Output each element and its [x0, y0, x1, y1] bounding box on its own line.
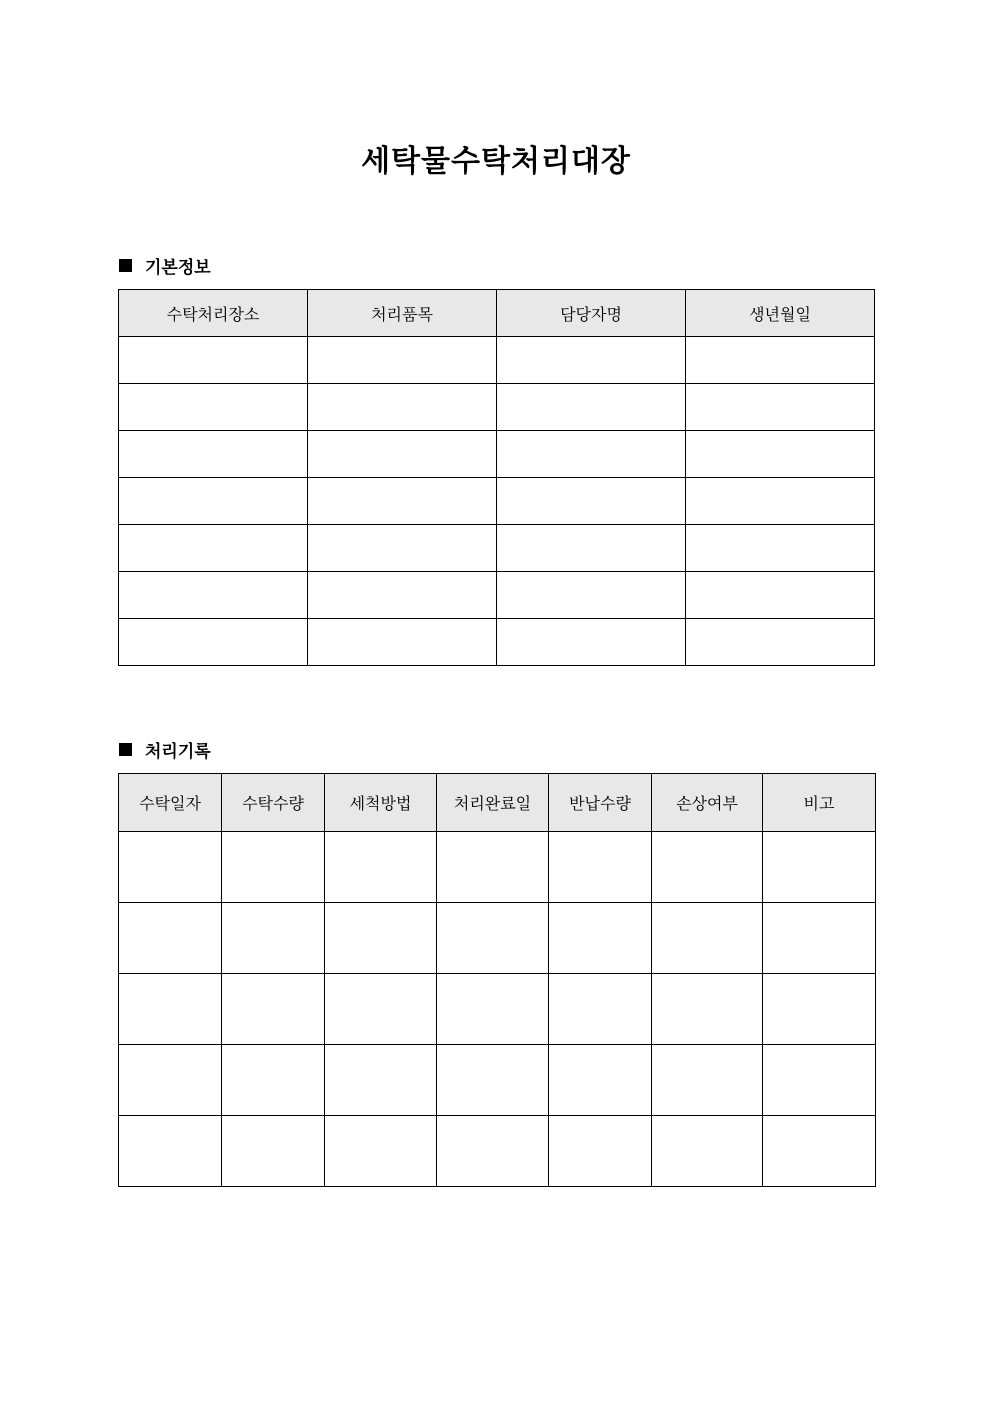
table-cell[interactable] [686, 337, 875, 384]
table-cell[interactable] [497, 478, 686, 525]
table-cell[interactable] [652, 1116, 763, 1187]
table-cell[interactable] [222, 1116, 325, 1187]
table-cell[interactable] [763, 1045, 876, 1116]
table-row [119, 974, 876, 1045]
table-cell[interactable] [119, 903, 222, 974]
section-heading-basic-info [119, 253, 211, 278]
square-bullet-icon [119, 259, 132, 272]
table-cell[interactable] [325, 832, 437, 903]
basic-info-table [118, 289, 875, 666]
table-cell[interactable] [308, 619, 497, 666]
table-row [119, 619, 875, 666]
table-cell[interactable] [497, 431, 686, 478]
table-cell[interactable] [308, 384, 497, 431]
table-row [119, 1045, 876, 1116]
table-cell[interactable] [497, 619, 686, 666]
table-cell[interactable] [119, 431, 308, 478]
table-cell[interactable] [325, 974, 437, 1045]
table-cell[interactable] [437, 832, 549, 903]
table-cell[interactable] [652, 832, 763, 903]
section-heading-label: 기본정보 [145, 258, 211, 278]
table-cell[interactable] [437, 974, 549, 1045]
column-header-wash-method: 세척방법 [325, 774, 437, 832]
table-row [119, 431, 875, 478]
table-cell[interactable] [549, 1116, 652, 1187]
table-cell[interactable] [437, 903, 549, 974]
table-cell[interactable] [308, 431, 497, 478]
column-header-damage-status: 손상여부 [652, 774, 763, 832]
table-cell[interactable] [325, 1045, 437, 1116]
table-cell[interactable] [549, 832, 652, 903]
table-cell[interactable] [437, 1116, 549, 1187]
table-cell[interactable] [763, 1116, 876, 1187]
table-cell[interactable] [119, 572, 308, 619]
table-header-row [119, 774, 876, 832]
table-cell[interactable] [119, 525, 308, 572]
table-cell[interactable] [497, 337, 686, 384]
table-cell[interactable] [119, 974, 222, 1045]
table-cell[interactable] [222, 832, 325, 903]
table-cell[interactable] [497, 525, 686, 572]
column-header-item: 처리품목 [308, 290, 497, 337]
document-title: 세탁물수탁처리대장 [361, 144, 631, 179]
processing-records-table [118, 773, 876, 1187]
table-cell[interactable] [652, 903, 763, 974]
table-cell[interactable] [119, 832, 222, 903]
table-cell[interactable] [308, 525, 497, 572]
column-header-received-date: 수탁일자 [119, 774, 222, 832]
table-row [119, 384, 875, 431]
table-cell[interactable] [119, 478, 308, 525]
table-cell[interactable] [119, 619, 308, 666]
table-cell[interactable] [119, 337, 308, 384]
column-header-remarks: 비고 [763, 774, 876, 832]
table-cell[interactable] [437, 1045, 549, 1116]
column-header-received-qty: 수탁수량 [222, 774, 325, 832]
table-row [119, 903, 876, 974]
table-cell[interactable] [497, 384, 686, 431]
table-cell[interactable] [308, 337, 497, 384]
table-cell[interactable] [119, 1045, 222, 1116]
table-cell[interactable] [222, 1045, 325, 1116]
table-cell[interactable] [763, 974, 876, 1045]
table-cell[interactable] [549, 1045, 652, 1116]
column-header-birth-date: 생년월일 [686, 290, 875, 337]
table-row [119, 478, 875, 525]
table-cell[interactable] [222, 974, 325, 1045]
table-cell[interactable] [686, 619, 875, 666]
table-cell[interactable] [652, 1045, 763, 1116]
table-row [119, 1116, 876, 1187]
table-cell[interactable] [686, 431, 875, 478]
table-cell[interactable] [686, 478, 875, 525]
table-header-row [119, 290, 875, 337]
column-header-manager-name: 담당자명 [497, 290, 686, 337]
section-heading-processing-records [119, 737, 211, 762]
table-cell[interactable] [549, 974, 652, 1045]
table-cell[interactable] [308, 572, 497, 619]
table-cell[interactable] [119, 1116, 222, 1187]
table-cell[interactable] [549, 903, 652, 974]
column-header-returned-qty: 반납수량 [549, 774, 652, 832]
table-row [119, 832, 876, 903]
table-cell[interactable] [497, 572, 686, 619]
table-cell[interactable] [686, 525, 875, 572]
table-cell[interactable] [308, 478, 497, 525]
table-cell[interactable] [119, 384, 308, 431]
table-cell[interactable] [763, 832, 876, 903]
table-cell[interactable] [686, 572, 875, 619]
table-cell[interactable] [325, 1116, 437, 1187]
column-header-location: 수탁처리장소 [119, 290, 308, 337]
square-bullet-icon [119, 743, 132, 756]
table-row [119, 572, 875, 619]
table-row [119, 525, 875, 572]
section-heading-label: 처리기록 [145, 742, 211, 762]
table-cell[interactable] [763, 903, 876, 974]
table-row [119, 337, 875, 384]
table-cell[interactable] [652, 974, 763, 1045]
table-cell[interactable] [325, 903, 437, 974]
column-header-completion-date: 처리완료일 [437, 774, 549, 832]
table-cell[interactable] [686, 384, 875, 431]
table-cell[interactable] [222, 903, 325, 974]
